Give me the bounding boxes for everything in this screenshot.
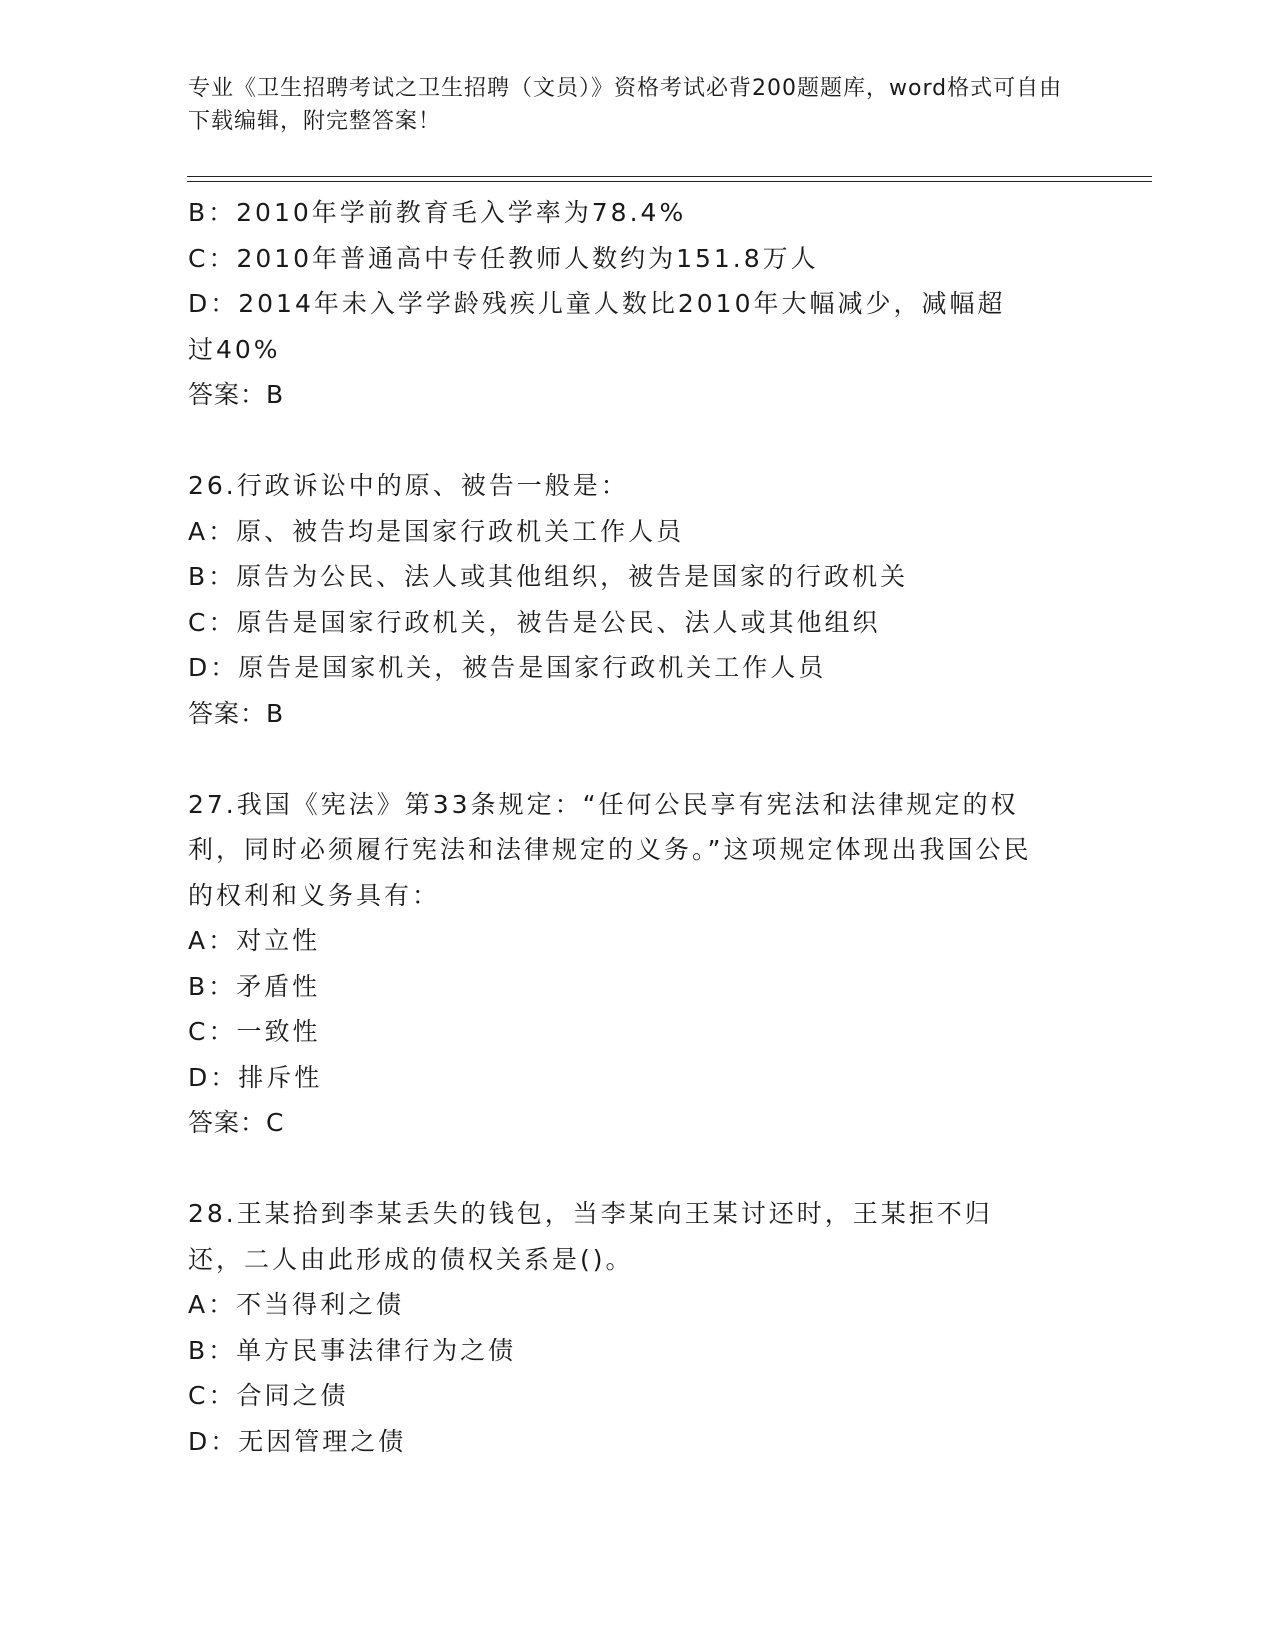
option-b: B：单方民事法律行为之债: [188, 1335, 517, 1365]
answer-line: 答案：B: [188, 380, 285, 409]
page-header: [188, 72, 1068, 138]
option-b: B：矛盾性: [188, 971, 321, 1001]
question-28: [188, 1191, 1088, 1464]
answer-line: 答案：C: [188, 1108, 285, 1137]
answer-line: 答案：B: [188, 698, 285, 728]
option-d: D：排斥性: [188, 1062, 323, 1092]
option-c: C：一致性: [188, 1017, 321, 1046]
option-c: C：合同之债: [188, 1381, 349, 1410]
prev-question-block: [188, 190, 1088, 418]
header-divider: [187, 176, 1152, 182]
option-a: A：原、被告均是国家行政机关工作人员: [188, 516, 685, 546]
option-a: A：不当得利之债: [188, 1290, 405, 1319]
question-stem: 27.我国《宪法》第33条规定：“任何公民享有宪法和法律规定的权利，同时必须履行宪法和法律规定的义务。”这项规定体现出我国公民的权利和义务具有：: [188, 789, 1032, 910]
header-title: 专业《卫生招聘考试之卫生招聘（文员）》资格考试必背200题题库，word格式可自由下载编辑，附完整答案！: [188, 76, 1063, 134]
option-d: D：2014年未入学学龄残疾儿童人数比2010年大幅减少，减幅超过40%: [188, 289, 1006, 364]
option-d: D：原告是国家机关，被告是国家行政机关工作人员: [188, 653, 827, 682]
option-c: C：原告是国家行政机关，被告是公民、法人或其他组织: [188, 607, 881, 637]
question-27: [188, 782, 1088, 1146]
option-c: C：2010年普通高中专任教师人数约为151.8万人: [188, 243, 819, 273]
option-a: A：对立性: [188, 926, 321, 955]
question-stem: 28.王某拾到李某丢失的钱包，当李某向王某讨还时，王某拒不归还，二人由此形成的债权关系是()。: [188, 1199, 993, 1274]
option-d: D：无因管理之债: [188, 1426, 407, 1456]
option-b: B：原告为公民、法人或其他组织，被告是国家的行政机关: [188, 562, 909, 591]
document-body: [188, 190, 1088, 1464]
question-stem: 26.行政诉讼中的原、被告一般是：: [188, 471, 629, 500]
question-26: [188, 463, 1088, 736]
option-b: B：2010年学前教育毛入学率为78.4%: [188, 198, 687, 227]
